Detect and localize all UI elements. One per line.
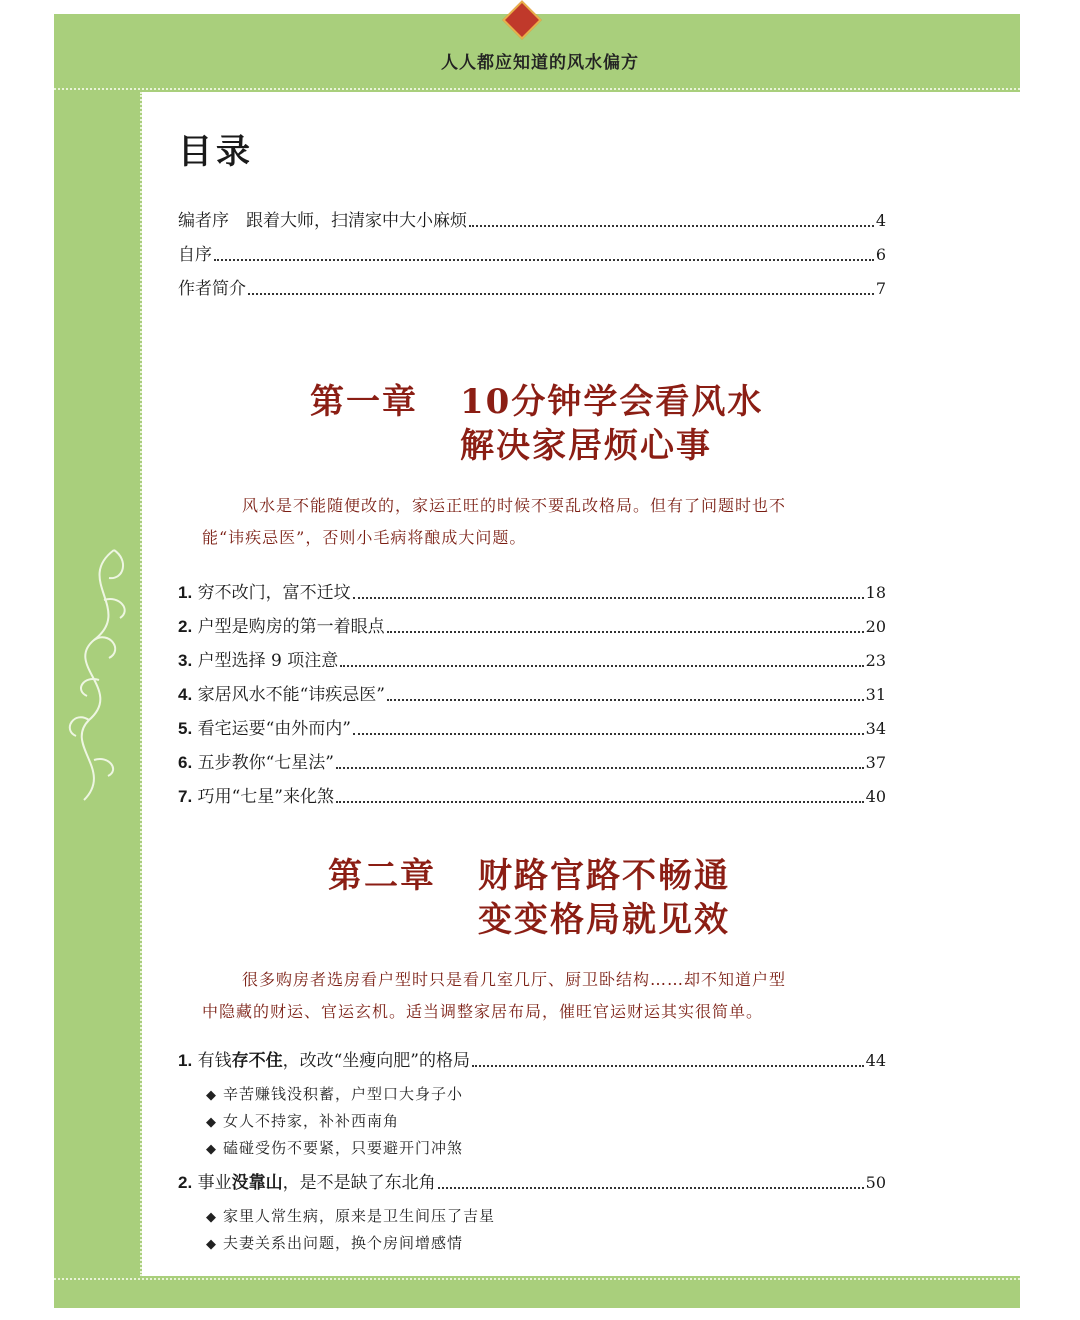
dot-leader: [472, 1065, 864, 1067]
subsection-title: 家里人常生病，原来是卫生间压了吉星: [223, 1207, 496, 1225]
toc-entry-editor-preface[interactable]: [178, 210, 886, 232]
toc-page-number: 23: [865, 651, 886, 670]
dot-leader: [214, 259, 874, 261]
subsection-title: 夫妻关系出问题，换个房间增感情: [223, 1234, 464, 1252]
section-title: 巧用“七星”来化煞: [197, 787, 334, 807]
toc-page-number: 18: [865, 583, 886, 602]
section-title-pre: 有钱: [197, 1051, 232, 1071]
toc-page-number: 4: [875, 211, 886, 230]
subsection-item[interactable]: [206, 1111, 399, 1133]
dot-leader: [353, 733, 864, 735]
section-title: 五步教你“七星法”: [197, 753, 334, 773]
section-number: 2.: [178, 1173, 193, 1192]
toc-entry[interactable]: [178, 582, 886, 604]
section-title: 户型是购房的第一着眼点: [197, 617, 385, 637]
chapter-1-heading: [310, 380, 763, 424]
diamond-bullet-icon: ◆: [206, 1088, 217, 1103]
chapter-number: 第二章: [328, 856, 436, 896]
section-number: 3.: [178, 651, 193, 670]
subsection-item[interactable]: [206, 1138, 463, 1160]
section-number: 2.: [178, 617, 193, 636]
section-title: 看宅运要“由外而内”: [197, 719, 351, 739]
intro-line: 能“讳疾忌医”，否则小毛病将酿成大问题。: [202, 528, 527, 547]
dot-leader: [469, 225, 874, 227]
diamond-bullet-icon: ◆: [206, 1210, 217, 1225]
toc-entry-label: 作者简介: [178, 279, 246, 299]
dot-leader: [248, 293, 874, 295]
subsection-item[interactable]: [206, 1206, 495, 1228]
section-title-bold: 存不住: [231, 1051, 283, 1070]
diamond-bullet-icon: ◆: [206, 1237, 217, 1252]
chapter-number: 第一章: [310, 382, 418, 422]
chapter-2-intro: [202, 964, 882, 1028]
toc-page-number: 44: [865, 1051, 886, 1070]
toc-page-number: 40: [865, 787, 886, 806]
toc-page-number: 20: [865, 617, 886, 636]
intro-line: 中隐藏的财运、官运玄机。适当调整家居布局，催旺官运财运其实很简单。: [202, 1002, 764, 1021]
intro-line: 风水是不能随便改的，家运正旺的时候不要乱改格局。但有了问题时也不: [242, 496, 787, 515]
subsection-title: 女人不持家，补补西南角: [223, 1112, 400, 1130]
toc-page-number: 37: [865, 753, 886, 772]
book-title-header: 人人都应知道的风水偏方: [441, 53, 639, 73]
diamond-bullet-icon: ◆: [206, 1142, 217, 1157]
toc-entry[interactable]: [178, 1050, 886, 1072]
chapter-2-subtitle: 变变格局就见效: [478, 900, 730, 940]
subsection-title: 磕碰受伤不要紧，只要避开门冲煞: [223, 1139, 464, 1157]
section-number: 5.: [178, 719, 193, 738]
toc-entry-label: 编者序 跟着大师，扫清家中大小麻烦: [178, 211, 467, 231]
chapter-1-subtitle: 解决家居烦心事: [460, 426, 712, 466]
toc-entry[interactable]: [178, 684, 886, 706]
toc-page-number: 34: [865, 719, 886, 738]
chapter-2-heading: [328, 854, 730, 898]
dot-leader: [340, 665, 863, 667]
subsection-item[interactable]: [206, 1084, 463, 1106]
toc-entry[interactable]: [178, 718, 886, 740]
toc-entry[interactable]: [178, 1172, 886, 1194]
toc-page-number: 7: [875, 279, 886, 298]
floral-swirl-icon: [54, 540, 144, 810]
section-title-pre: 事业: [197, 1173, 232, 1193]
toc-entry[interactable]: [178, 786, 886, 808]
section-title-bold: 没靠山: [231, 1173, 283, 1192]
chapter-title-line1: 10分钟学会看风水: [460, 382, 764, 422]
chapter-1-intro: [202, 490, 882, 554]
subsection-item[interactable]: [206, 1233, 463, 1255]
section-title: 穷不改门，富不迁坟: [197, 583, 351, 603]
toc-entry-author-preface[interactable]: [178, 244, 886, 266]
toc-entry[interactable]: [178, 752, 886, 774]
section-number: 6.: [178, 753, 193, 772]
top-dotted-divider: [54, 88, 1020, 90]
bottom-dotted-divider: [54, 1278, 1020, 1280]
dot-leader: [387, 631, 864, 633]
section-title: 户型选择 9 项注意: [197, 651, 339, 671]
dot-leader: [353, 597, 864, 599]
section-number: 1.: [178, 583, 193, 602]
diamond-bullet-icon: ◆: [206, 1115, 217, 1130]
toc-entry[interactable]: [178, 616, 886, 638]
intro-line: 很多购房者选房看户型时只是看几室几厅、厨卫卧结构……却不知道户型: [242, 970, 787, 989]
toc-page-number: 50: [865, 1173, 886, 1192]
toc-page-number: 6: [875, 245, 886, 264]
dot-leader: [336, 767, 864, 769]
chapter-title-line1: 财路官路不畅通: [478, 856, 730, 896]
toc-entry-about-author[interactable]: [178, 278, 886, 300]
section-title-post: ，是不是缺了东北角: [282, 1173, 436, 1193]
toc-entry-label: 自序: [178, 245, 212, 265]
toc-entry[interactable]: [178, 650, 886, 672]
toc-heading: 目录: [178, 132, 254, 172]
dot-leader: [387, 699, 864, 701]
toc-page-number: 31: [865, 685, 886, 704]
section-title: 家居风水不能“讳疾忌医”: [197, 685, 385, 705]
section-title-post: ，改改“坐瘦向肥”的格局: [282, 1051, 470, 1071]
section-number: 4.: [178, 685, 193, 704]
subsection-title: 辛苦赚钱没积蓄，户型口大身子小: [223, 1085, 464, 1103]
section-number: 7.: [178, 787, 193, 806]
section-number: 1.: [178, 1051, 193, 1070]
dot-leader: [336, 801, 864, 803]
dot-leader: [438, 1187, 864, 1189]
